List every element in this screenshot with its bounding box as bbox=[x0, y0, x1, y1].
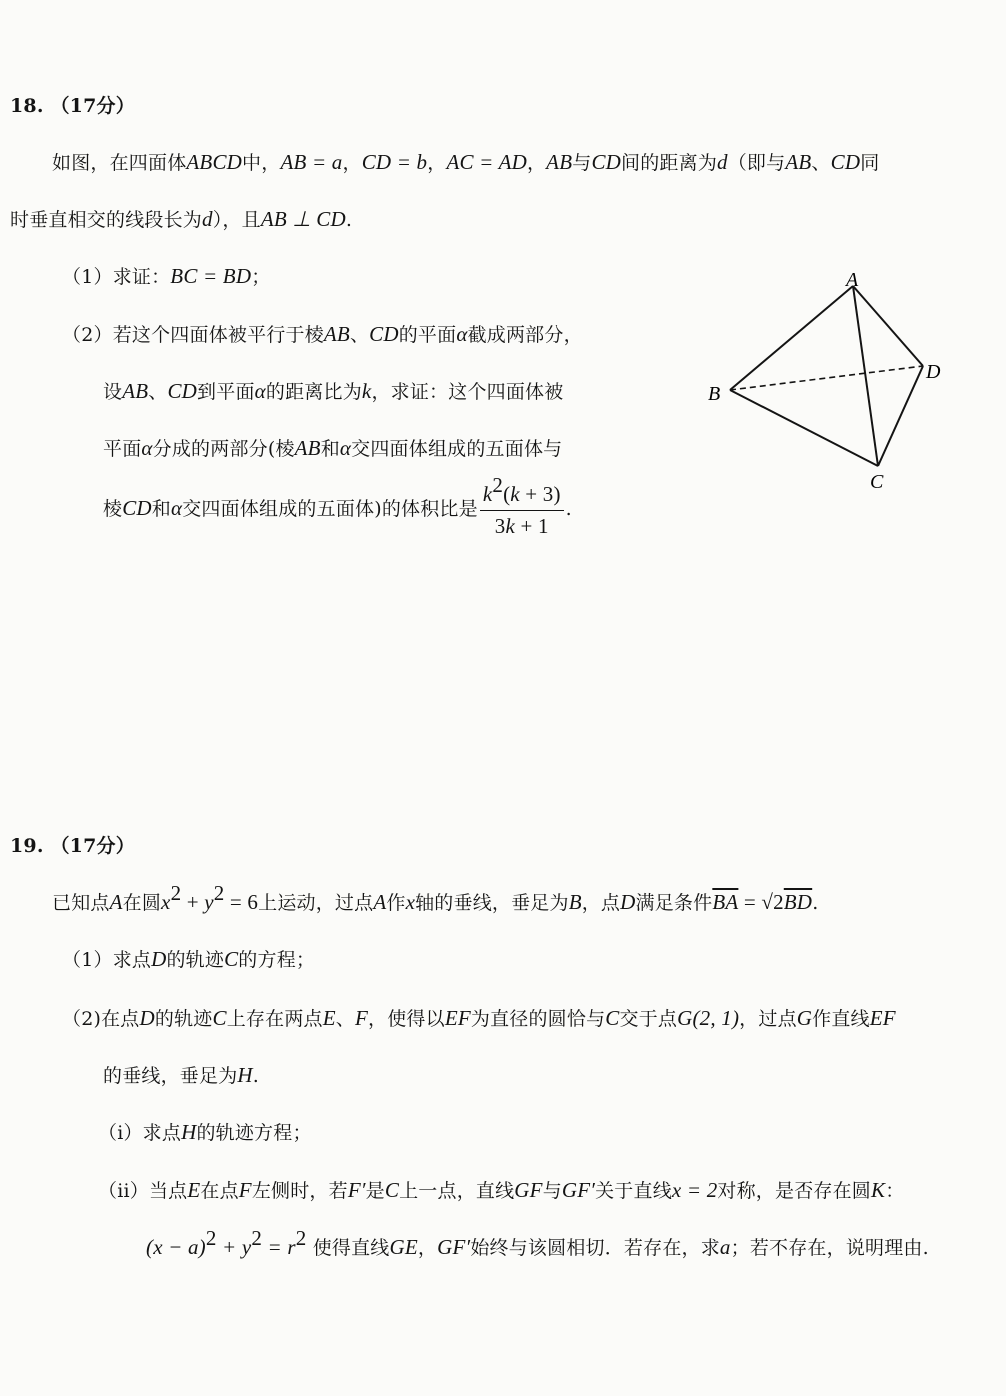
math-k: k bbox=[505, 513, 516, 538]
text: 间的距离为 bbox=[621, 152, 718, 174]
math-b: B bbox=[568, 890, 582, 914]
math-ef: EF bbox=[869, 1006, 896, 1030]
math-paren: ( bbox=[503, 481, 511, 506]
math-d: d bbox=[717, 150, 728, 174]
text: 中， bbox=[242, 152, 281, 174]
math-3: 3 bbox=[494, 513, 506, 538]
q18-part1 bbox=[62, 264, 270, 289]
vertex-label-d: D bbox=[926, 361, 941, 383]
math-x-eq-2: x = 2 bbox=[671, 1178, 718, 1202]
q18-header bbox=[10, 94, 135, 118]
math-d: D bbox=[620, 890, 636, 914]
math-d: D bbox=[139, 1006, 155, 1030]
math-ge: GE bbox=[389, 1235, 418, 1259]
math-circle-eq: + y bbox=[216, 1235, 252, 1259]
text: 时垂直相交的线段长为 bbox=[10, 209, 203, 231]
text: 交四面体组成的五面体与 bbox=[351, 438, 563, 460]
text: 是 bbox=[365, 1180, 385, 1202]
text: 的距离比为 bbox=[265, 381, 362, 403]
math-f-prime: F′ bbox=[347, 1178, 366, 1202]
math-exponent: 2 bbox=[205, 1226, 217, 1250]
math-bc-eq-bd: BC = BD bbox=[170, 264, 252, 288]
text: （1）求证： bbox=[62, 266, 171, 288]
math-h: H bbox=[237, 1063, 253, 1087]
math-alpha: α bbox=[456, 322, 468, 346]
text: 与 bbox=[572, 152, 592, 174]
math-cd: CD bbox=[591, 150, 622, 174]
text: 作直线 bbox=[812, 1008, 870, 1030]
math-k: k bbox=[510, 481, 520, 506]
text: 满足条件 bbox=[635, 892, 713, 914]
q19-part1 bbox=[62, 947, 315, 972]
q18-score: （17分） bbox=[50, 95, 135, 117]
text: 分成的两部分(棱 bbox=[152, 438, 295, 460]
text: 在圆 bbox=[122, 892, 162, 914]
q19-number: 19. bbox=[10, 835, 44, 857]
text: 、 bbox=[148, 381, 168, 403]
math-cd: CD bbox=[369, 322, 399, 346]
math-alpha: α bbox=[170, 496, 183, 520]
text: 、 bbox=[335, 1008, 355, 1030]
math-exponent: 2 bbox=[295, 1226, 307, 1250]
text: 如图，在四面体 bbox=[52, 152, 187, 174]
math-ab-perp-cd: AB ⊥ CD bbox=[260, 207, 346, 231]
text: 棱 bbox=[103, 498, 123, 520]
math-y: y bbox=[204, 890, 214, 914]
text: 对称，是否存在圆 bbox=[717, 1180, 872, 1202]
math-vector-ba: $\overline{BA}$ bbox=[712, 890, 739, 914]
math-gf-prime: GF′ bbox=[561, 1178, 596, 1202]
text: ；若不存在，说明理由. bbox=[730, 1237, 929, 1259]
text: 平面 bbox=[103, 438, 142, 460]
edge-ab bbox=[730, 286, 853, 390]
text: （ii）当点 bbox=[98, 1180, 188, 1202]
q18-intro-line2 bbox=[10, 207, 352, 232]
math-exponent: 2 bbox=[251, 1226, 263, 1250]
vertex-label-b: B bbox=[708, 383, 721, 405]
vertex-label-a: A bbox=[846, 269, 859, 291]
text: 交四面体组成的五面体)的体积比是 bbox=[182, 498, 478, 520]
math-abcd: ABCD bbox=[186, 150, 243, 174]
q19-part2-line1 bbox=[62, 1006, 896, 1031]
q19-part-i bbox=[98, 1120, 312, 1145]
math-eq-6: = 6 bbox=[224, 890, 259, 914]
text: 的轨迹 bbox=[154, 1008, 213, 1030]
text: 的垂线，垂足为 bbox=[103, 1065, 238, 1087]
math-a: A bbox=[373, 890, 387, 914]
text: 左侧时，若 bbox=[251, 1180, 348, 1202]
math-vector-bd: $\overline{BD}$ bbox=[783, 890, 813, 914]
math-ab: AB bbox=[122, 379, 149, 403]
math-sqrt2: √2 bbox=[761, 890, 784, 914]
edge-bd-dashed bbox=[730, 366, 923, 390]
tetrahedron-figure bbox=[690, 238, 960, 508]
math-ac-eq-ad: AC = AD bbox=[446, 150, 527, 174]
text: （1）求点 bbox=[62, 949, 152, 971]
edge-ac bbox=[853, 286, 878, 466]
text: 的轨迹 bbox=[166, 949, 225, 971]
math-alpha: α bbox=[141, 436, 153, 460]
text: 作 bbox=[386, 892, 406, 914]
math-c: C bbox=[384, 1178, 400, 1202]
text: ），且 bbox=[212, 209, 261, 231]
text: 同 bbox=[860, 152, 880, 174]
math-ef: EF bbox=[444, 1006, 471, 1030]
math-ab-eq-a: AB = a bbox=[280, 150, 343, 174]
math-exponent: 2 bbox=[213, 881, 225, 905]
text: ， bbox=[427, 152, 447, 174]
q18-part2-line1 bbox=[62, 322, 583, 347]
text: 的轨迹方程； bbox=[196, 1122, 312, 1144]
q18-part2-line3 bbox=[103, 436, 562, 461]
math-g-2-1: G(2, 1) bbox=[677, 1006, 740, 1030]
q19-part-ii-line2 bbox=[146, 1226, 929, 1260]
math-e: E bbox=[187, 1178, 201, 1202]
text: ，使得以 bbox=[368, 1008, 445, 1030]
q18-part2-line4 bbox=[103, 472, 572, 540]
math-d: d bbox=[202, 207, 213, 231]
text: 的方程； bbox=[238, 949, 316, 971]
q18-number: 18. bbox=[10, 95, 44, 117]
edge-cd bbox=[878, 366, 923, 466]
vertex-label-c: C bbox=[870, 471, 884, 493]
math-plus: + bbox=[181, 890, 205, 914]
math-d: D bbox=[151, 947, 167, 971]
math-e: E bbox=[322, 1006, 336, 1030]
edge-bc bbox=[730, 390, 878, 466]
math-ab: AB bbox=[323, 322, 350, 346]
math-x: x bbox=[161, 890, 171, 914]
math-ab: AB bbox=[785, 150, 812, 174]
text: 设 bbox=[103, 381, 123, 403]
math-gf-prime: GF′ bbox=[437, 1235, 471, 1259]
text: （i）求点 bbox=[98, 1122, 182, 1144]
math-h: H bbox=[181, 1120, 197, 1144]
text: . bbox=[252, 1065, 260, 1087]
math-cd: CD bbox=[167, 379, 198, 403]
text: 上一点，直线 bbox=[399, 1180, 515, 1202]
text: ： bbox=[885, 1180, 905, 1202]
math-c: C bbox=[224, 947, 239, 971]
math-cd-eq-b: CD = b bbox=[361, 150, 428, 174]
volume-ratio-fraction bbox=[480, 472, 564, 540]
math-plus-1: + 1 bbox=[515, 513, 549, 538]
q19-header bbox=[10, 834, 135, 858]
q18-intro-line1 bbox=[52, 150, 879, 175]
q19-part2-line2 bbox=[103, 1063, 259, 1088]
math-plus-3: + 3) bbox=[519, 481, 561, 506]
text: 截成两部分， bbox=[467, 324, 583, 346]
math-f: F bbox=[354, 1006, 368, 1030]
math-x: x bbox=[405, 890, 416, 914]
math-exponent: 2 bbox=[492, 472, 504, 497]
text: 的平面 bbox=[398, 324, 457, 346]
math-alpha: α bbox=[254, 379, 266, 403]
text: 、 bbox=[349, 324, 370, 346]
text: ， bbox=[526, 152, 547, 174]
text: ，求证：这个四面体被 bbox=[371, 381, 564, 403]
math-a: a bbox=[719, 1235, 731, 1259]
text: 关于直线 bbox=[595, 1180, 672, 1202]
text: 使得直线 bbox=[312, 1237, 390, 1259]
math-k: K bbox=[871, 1178, 886, 1202]
math-c: C bbox=[605, 1006, 620, 1030]
text: 和 bbox=[320, 438, 340, 460]
math-ab: AB bbox=[294, 436, 321, 460]
math-k: k bbox=[482, 481, 493, 506]
text: 为直径的圆恰与 bbox=[470, 1008, 606, 1030]
math-circle-eq: (x − a) bbox=[146, 1235, 206, 1259]
math-a: A bbox=[109, 890, 123, 914]
text: ， bbox=[417, 1237, 438, 1259]
text: （2）若这个四面体被平行于棱 bbox=[62, 324, 324, 346]
q18-part2-line2 bbox=[103, 379, 563, 404]
math-f: F bbox=[238, 1178, 252, 1202]
math-eq: = bbox=[738, 890, 762, 914]
math-gf: GF bbox=[514, 1178, 543, 1202]
math-g: G bbox=[796, 1006, 813, 1030]
text: . bbox=[345, 209, 353, 231]
text: 与 bbox=[542, 1180, 562, 1202]
text: 上运动，过点 bbox=[258, 892, 374, 914]
text: ，过点 bbox=[739, 1008, 797, 1030]
text: . bbox=[812, 892, 819, 914]
text: 上存在两点 bbox=[226, 1008, 323, 1030]
text: 已知点 bbox=[52, 892, 110, 914]
math-alpha: α bbox=[339, 436, 352, 460]
fraction-numerator bbox=[480, 472, 564, 511]
text: ，点 bbox=[581, 892, 621, 914]
q19-intro bbox=[52, 881, 819, 915]
math-c: C bbox=[212, 1006, 227, 1030]
math-exponent: 2 bbox=[170, 881, 182, 905]
math-k: k bbox=[361, 379, 372, 403]
text: 和 bbox=[151, 498, 171, 520]
text: ， bbox=[342, 152, 362, 174]
text: 始终与该圆相切．若存在，求 bbox=[470, 1237, 720, 1259]
q19-score: （17分） bbox=[50, 835, 135, 857]
text: 轴的垂线，垂足为 bbox=[415, 892, 569, 914]
text: 交于点 bbox=[619, 1008, 678, 1030]
text: 到平面 bbox=[197, 381, 255, 403]
math-cd: CD bbox=[830, 150, 861, 174]
fraction-denominator bbox=[480, 511, 564, 540]
text: （2)在点 bbox=[62, 1008, 140, 1030]
text: . bbox=[565, 498, 572, 520]
math-cd: CD bbox=[122, 496, 152, 520]
math-ab: AB bbox=[546, 150, 573, 174]
math-circle-eq: = r bbox=[262, 1235, 296, 1259]
q19-part-ii-line1 bbox=[98, 1178, 904, 1203]
text: ； bbox=[251, 266, 271, 288]
text: （即与 bbox=[727, 152, 786, 174]
text: 、 bbox=[811, 152, 831, 174]
edge-ad bbox=[853, 286, 923, 366]
text: 在点 bbox=[200, 1180, 239, 1202]
